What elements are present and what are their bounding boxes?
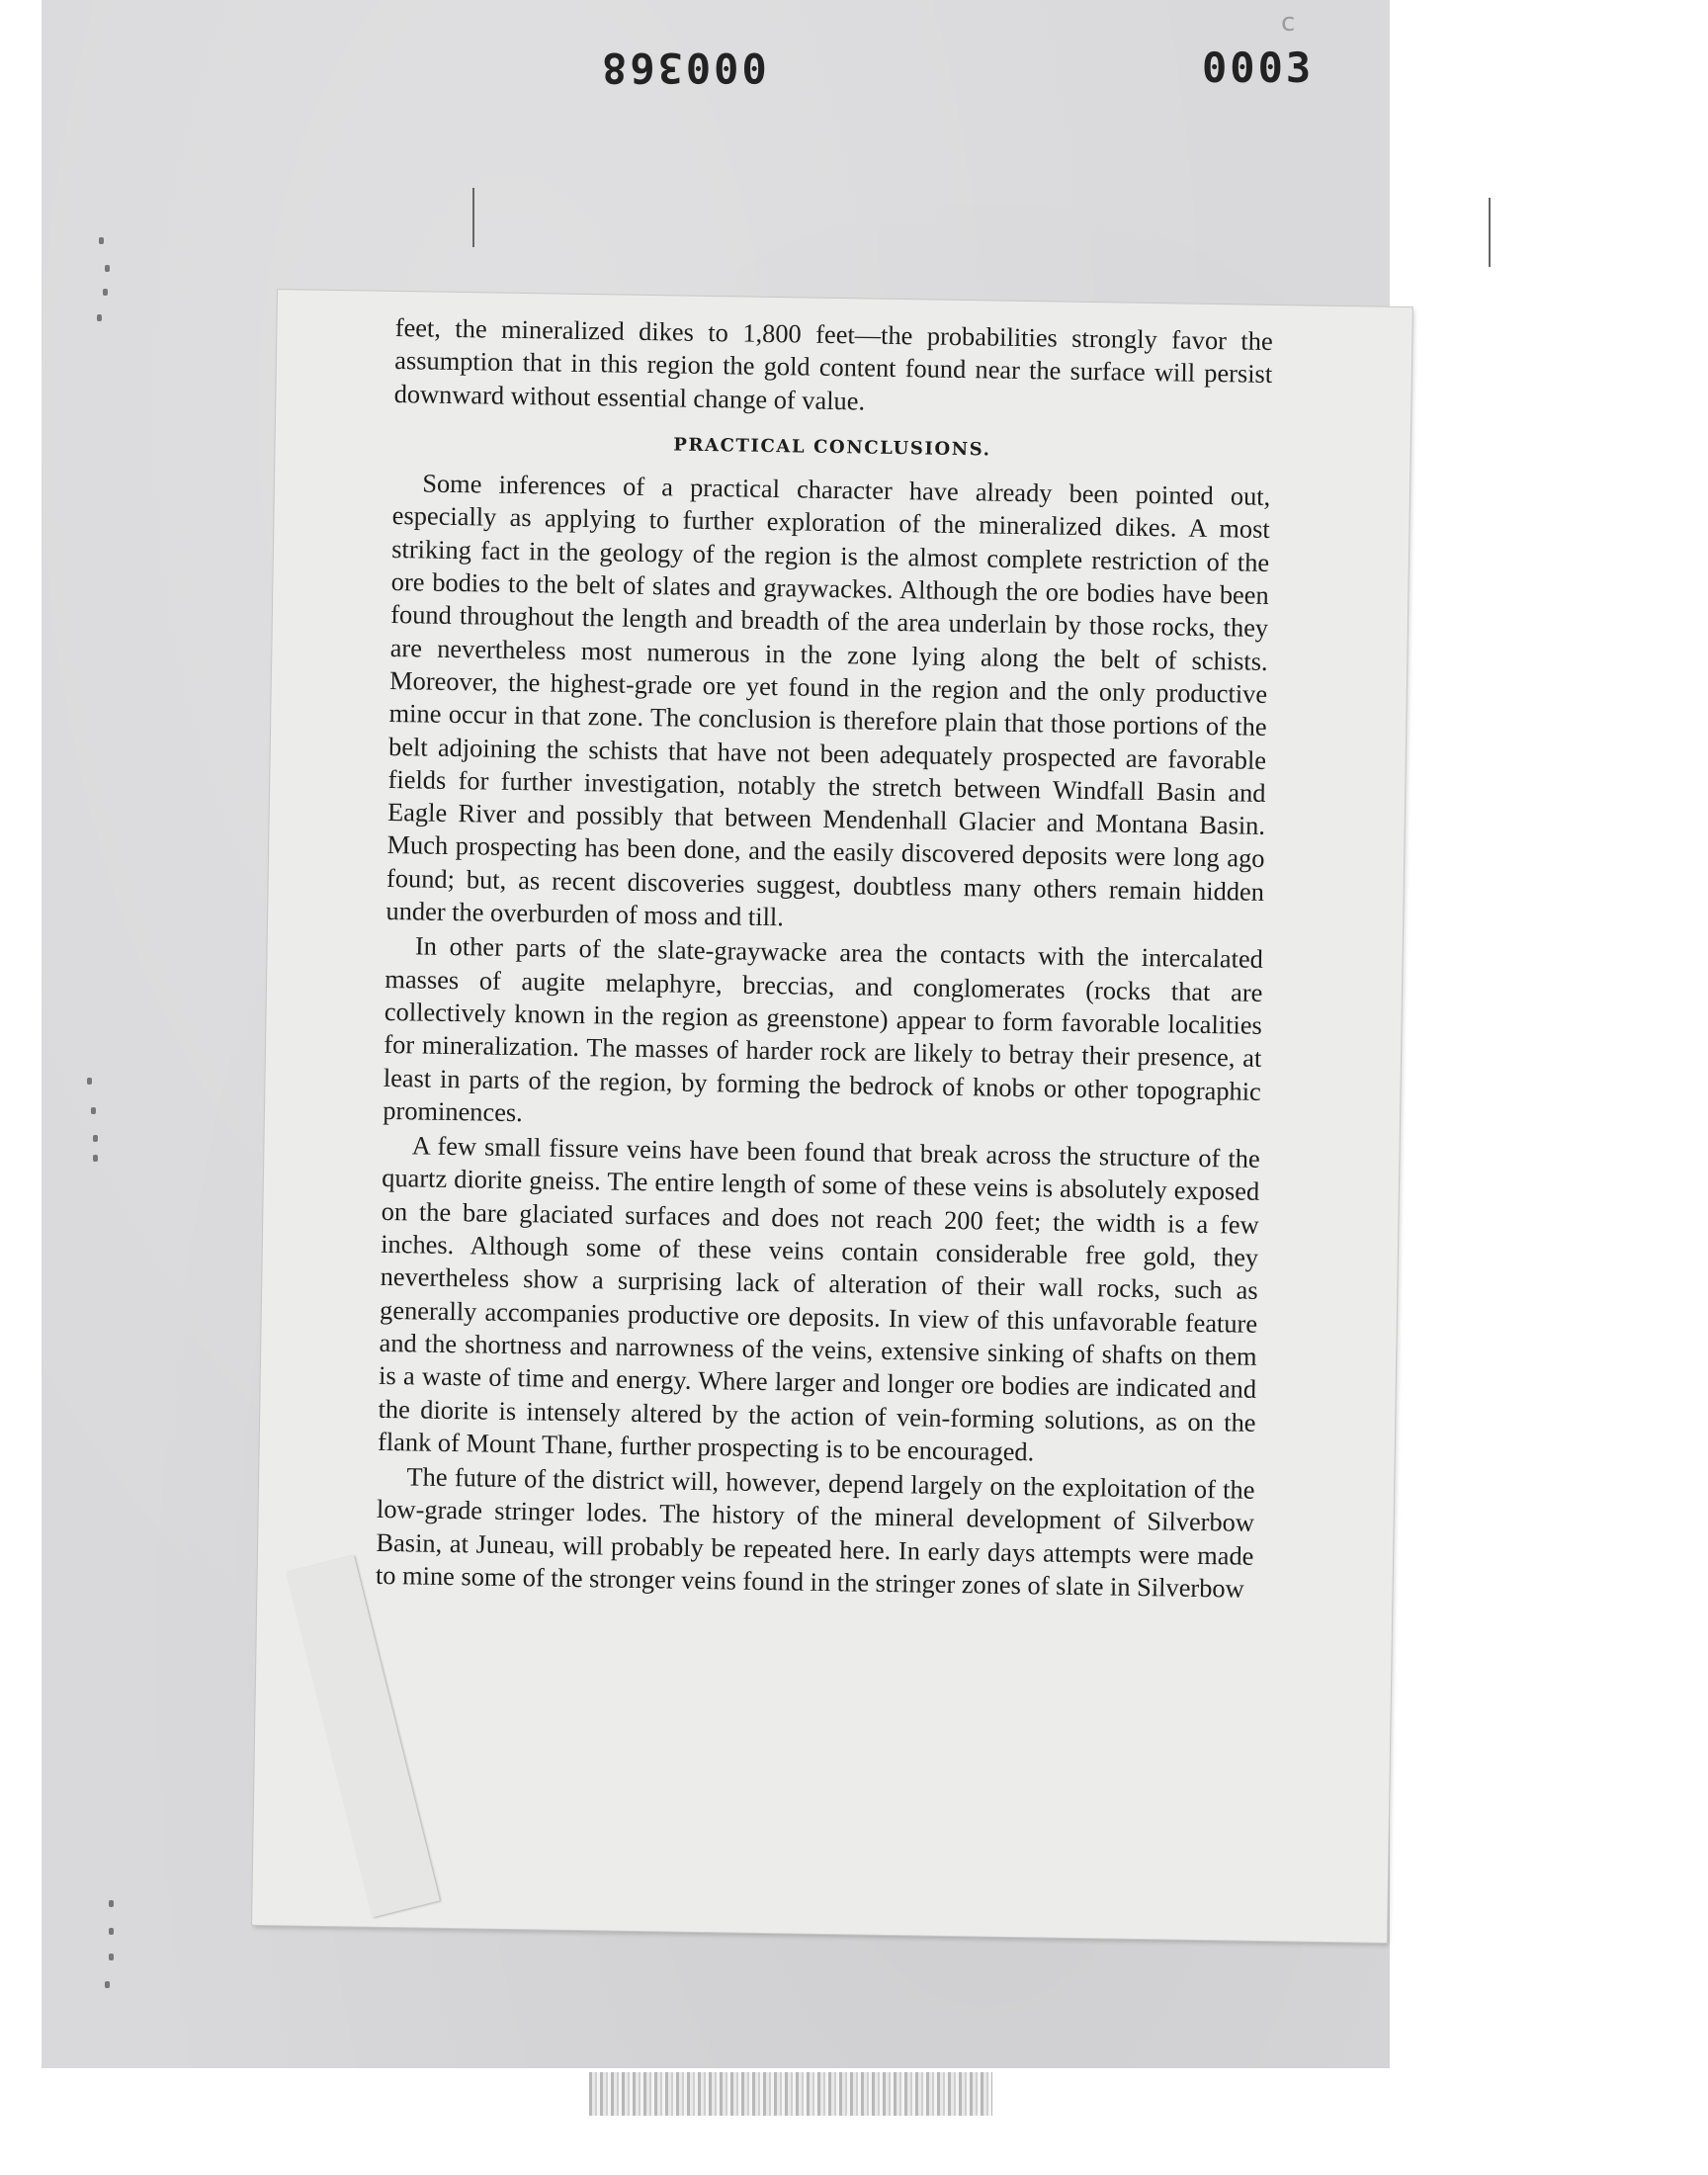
binding-hole-mark [87, 1078, 92, 1085]
body-paragraph: A few small fissure veins have been found that break across the structure of the quartz diorite gneiss. The entire length of some of these veins is absolutely exposed on the bare glaciated surfaces and does not reach 200 feet; the width is a few inches. Although some of these veins contain considerable free gold, they nevertheless show a surprising lack of alteration of their wall rocks, such as generally accompanies productive ore deposits. In view of this unfavorable feature and the shortness and narrowness of the veins, extensive sinking of shafts on them is a waste of time and energy. Where larger and longer ore bodies are indicated and the diorite is intensely altered by the action of vein-forming solutions, as on the flank of Mount Thane, further prospecting is to be encouraged. [377, 1130, 1260, 1467]
scan-line-artifact [472, 188, 474, 247]
binding-hole-mark [99, 237, 104, 244]
binding-hole-mark [109, 1928, 114, 1935]
pencil-mark: c [1281, 8, 1296, 38]
body-paragraph: Some inferences of a practical character have already been pointed out, especially as applying to further exploration of the mineralized dikes. A most striking fact in the geology of the region is the almost complete restriction of the ore bodies to the belt of slates and graywackes. Although the ore bodies have been found throughout the length and breadth of the area underlain by those rocks, they are nevertheless most numerous in the zone lying along the belt of schists. Moreover, the highest-grade ore yet found in the region and the only productive mine occur in that zone. The conclusion is therefore plain that those portions of the belt adjoining the schists that have not been adequately prospected are favorable fields for further investigation, notably the stretch between Windfall Basin and Eagle River and possibly that between Mendenhall Glacier and Montana Basin. Much prospecting has been done, and the easily discovered deposits were long ago found; but, as recent discoveries suggest, doubtless many others remain hidden under the overburden of moss and till. [385, 468, 1271, 932]
body-paragraph: The future of the district will, however, depend largely on the exploitation of the low-grade stringer lodes. The history of the mineral development of Silverbow Basin, at Juneau, will probably be repeated here. In early days attempts were made to mine some of the stronger veins found in the stringer zones of slate in Silverbow [375, 1461, 1255, 1604]
upside-down-stamp-number: 000368 [599, 44, 767, 92]
binding-hole-mark [103, 289, 108, 296]
section-heading: PRACTICAL CONCLUSIONS. [673, 434, 991, 461]
binding-hole-mark [109, 1900, 114, 1907]
binding-hole-mark [109, 1954, 114, 1960]
document-text [376, 311, 1273, 1608]
binding-hole-mark [91, 1107, 96, 1114]
opening-paragraph: feet, the mineralized dikes to 1,800 feet—the probabilities strongly favor the assumption that in this region the gold content found near the surface will persist downward without essential change of value. [393, 312, 1273, 416]
scan-bottom-strip [589, 2072, 992, 2116]
binding-hole-mark [105, 265, 110, 272]
binding-hole-mark [93, 1155, 98, 1162]
scan-line-artifact [1489, 198, 1491, 267]
corner-stamp-number: 0003 [1202, 44, 1315, 92]
body-paragraph: In other parts of the slate-graywacke area the contacts with the intercalated masses of augite melaphyre, breccias, and conglomerates (rocks that are collectively known in the region as greenstone) appear to form favorable localities for mineralization. The masses of harder rock are likely to betray their presence, at least in parts of the region, by forming the bedrock of knobs or other topographic prominences. [383, 930, 1264, 1127]
binding-hole-mark [97, 314, 102, 321]
binding-hole-mark [93, 1135, 98, 1142]
binding-hole-mark [105, 1981, 110, 1988]
